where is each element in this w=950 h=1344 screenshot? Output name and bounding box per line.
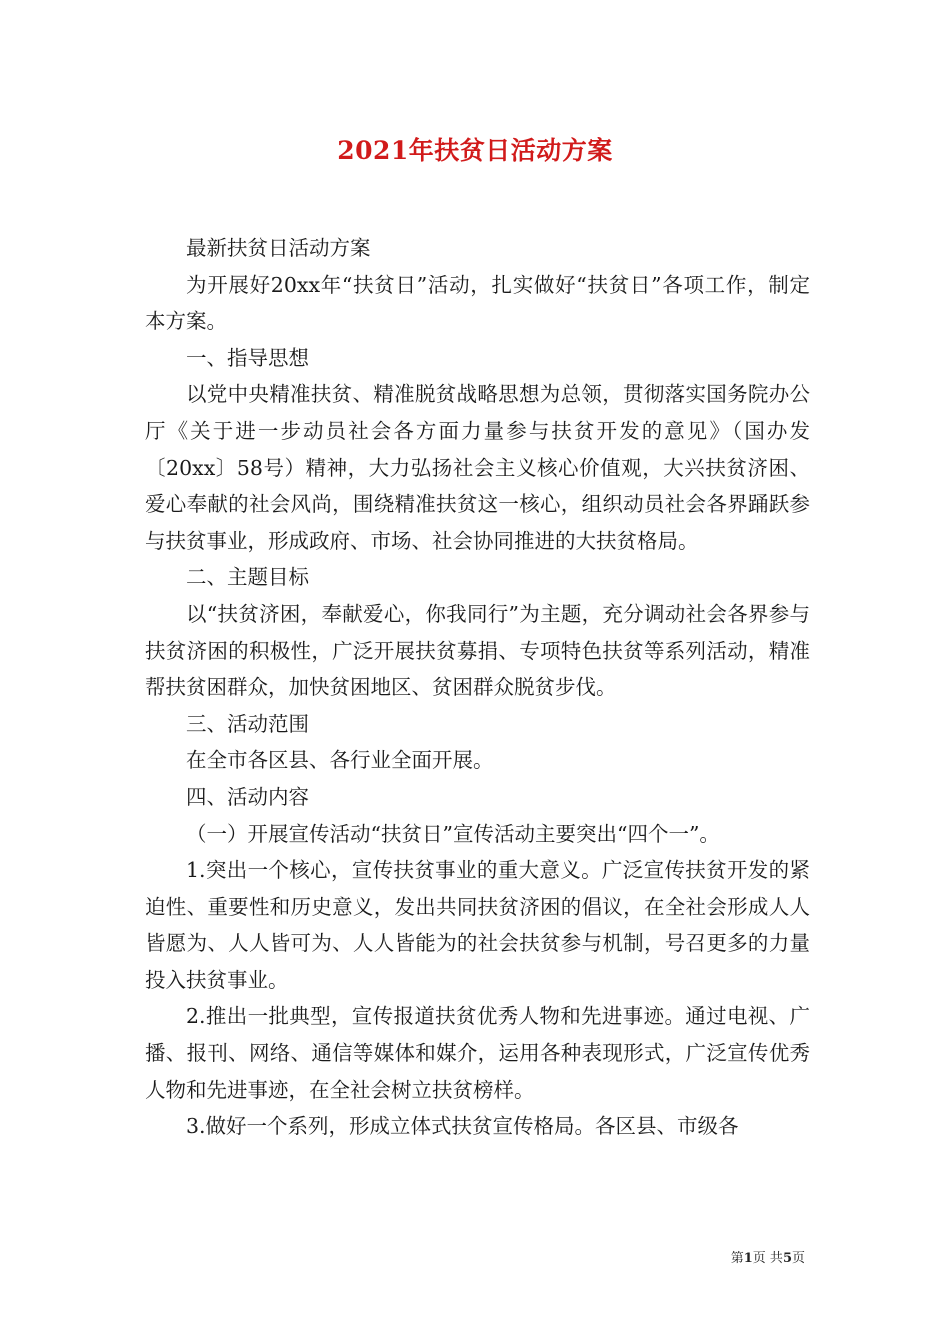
paragraph-item-3: 3.做好一个系列，形成立体式扶贫宣传格局。各区县、市级各	[186, 1114, 739, 1139]
document-body	[145, 230, 810, 1145]
page-number-prefix: 第	[730, 1251, 744, 1266]
page-number-total: 5	[782, 1251, 792, 1266]
paragraph-item-1: 1.突出一个核心，宣传扶贫事业的重大意义。广泛宣传扶贫开发的紧迫性、重要性和历史意义，发出共同扶贫济困的倡议，在全社会形成人人皆愿为、人人皆可为、人人皆能为的社会扶贫参与机制，号召更多的力量投入扶贫事业。	[145, 858, 810, 992]
paragraph-item-2: 2.推出一批典型，宣传报道扶贫优秀人物和先进事迹。通过电视、广播、报刊、网络、通信等媒体和媒介，运用各种表现形式，广泛宣传优秀人物和先进事迹，在全社会树立扶贫榜样。	[145, 1004, 810, 1102]
section-heading-2: 二、主题目标	[186, 565, 309, 590]
page-number-current: 1	[743, 1251, 753, 1266]
paragraph-subtitle: 最新扶贫日活动方案	[186, 236, 371, 260]
subsection-heading-1: （一）开展宣传活动“扶贫日”宣传活动主要突出“四个一”。	[186, 821, 720, 846]
page-number	[731, 1247, 805, 1266]
page-number-suffix: 页	[791, 1251, 805, 1266]
section-heading-1: 一、指导思想	[186, 345, 309, 370]
document-title: 2021年扶贫日活动方案	[337, 136, 613, 165]
section-heading-4: 四、活动内容	[186, 784, 309, 809]
paragraph-theme-goal: 以“扶贫济困，奉献爱心，你我同行”为主题，充分调动社会各界参与扶贫济困的积极性，广泛开展扶贫募捐、专项特色扶贫等系列活动，精准帮扶贫困群众，加快贫困地区、贫困群众脱贫步伐。	[145, 601, 810, 700]
paragraph-guiding-thought: 以党中央精准扶贫、精准脱贫战略思想为总领，贯彻落实国务院办公厅《关于进一步动员社会各方面力量参与扶贫开发的意见》（国办发〔20xx〕58号）精神，大力弘扬社会主义核心价值观，大兴扶贫济困、爱心奉献的社会风尚，围绕精准扶贫这一核心，组织动员社会各界踊跃参与扶贫事业，形成政府、市场、社会协同推进的大扶贫格局。	[145, 382, 810, 553]
section-heading-3: 三、活动范围	[186, 711, 309, 736]
page-number-middle: 页 共	[752, 1251, 783, 1266]
paragraph-intro: 为开展好20xx年“扶贫日”活动，扎实做好“扶贫日”各项工作，制定本方案。	[145, 272, 810, 334]
paragraph-scope: 在全市各区县、各行业全面开展。	[186, 748, 494, 773]
